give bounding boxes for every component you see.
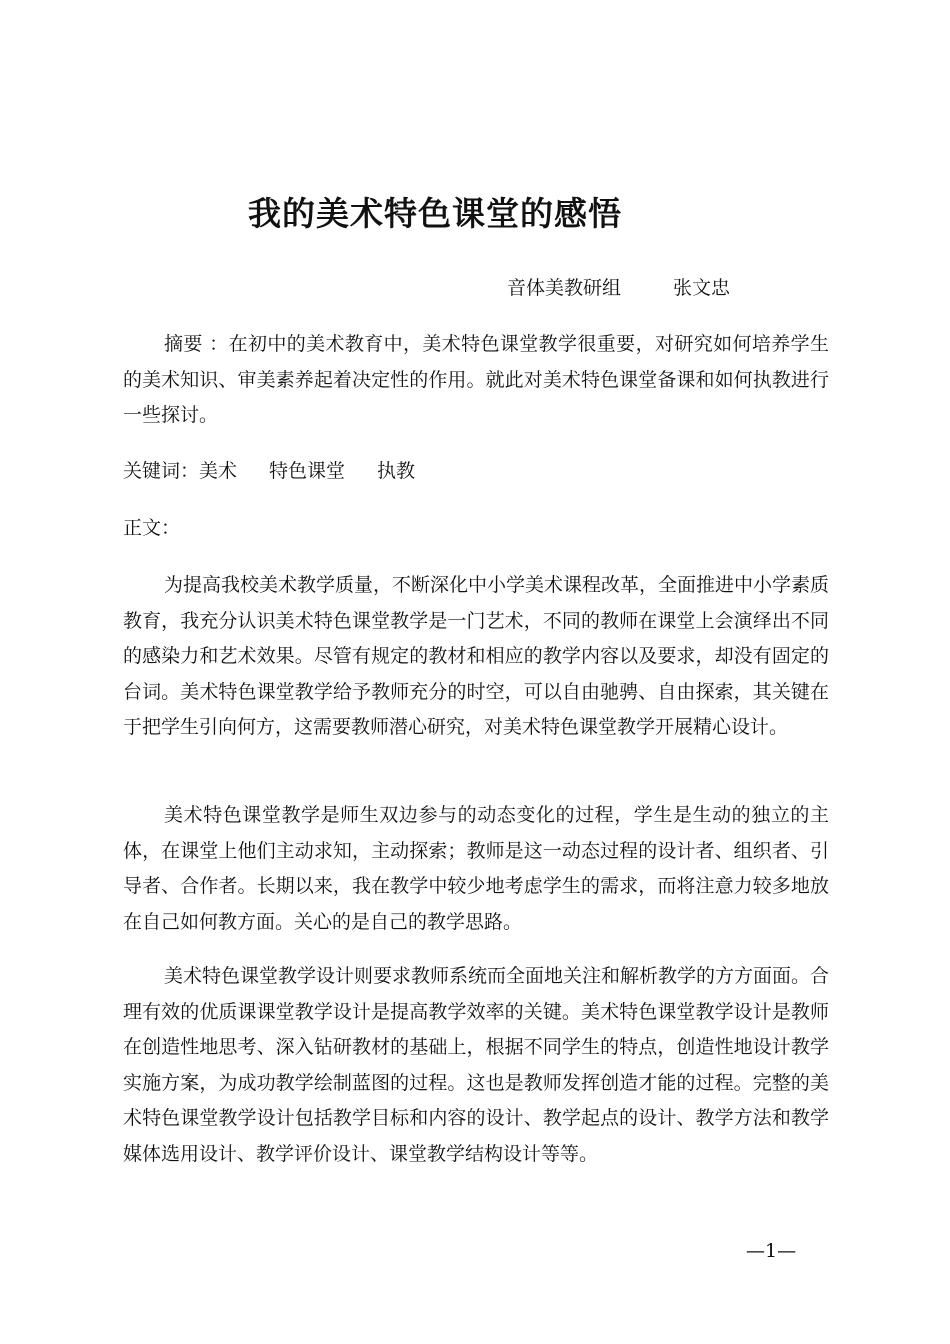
byline-author: 张文忠	[673, 277, 731, 299]
abstract-paragraph: 摘要 ：在初中的美术教育中，美术特色课堂教学很重要，对研究如何培养学生的美术知识、审美素养起着决定性的作用。就此对美术特色课堂备课和如何执教进行一些探讨。	[123, 333, 829, 426]
keywords-label: 关键词：	[123, 460, 200, 482]
byline-group: 音体美教研组	[507, 277, 622, 299]
page-number: —1—	[746, 1240, 797, 1262]
document-title: 我的美术特色课堂的感悟	[248, 194, 622, 233]
keyword-item: 执教	[377, 460, 416, 482]
body-paragraph: 美术特色课堂教学设计则要求教师系统而全面地关注和解析教学的方方面面。合理有效的优质课课堂教学设计是提高教学效率的关键。美术特色课堂教学设计是教师在创造性地思考、深入钻研教材的基础上，根据不同学生的特点，创造性地设计教学实施方案，为成功教学绘制蓝图的过程。这也是教师发挥创造才能的过程。完整的美术特色课堂教学设计包括教学目标和内容的设计、教学起点的设计、教学方法和教学媒体选用设计、教学评价设计、课堂教学结构设计等等。	[123, 965, 830, 1165]
keyword-item: 美术	[199, 460, 238, 482]
byline	[507, 275, 730, 301]
body-paragraph: 美术特色课堂教学是师生双边参与的动态变化的过程，学生是生动的独立的主体，在课堂上他们主动求知，主动探索；教师是这一动态过程的设计者、组织者、引导者、合作者。长期以来，我在教学中较少地考虑学生的需求，而将注意力较多地放在自己如何教方面。关心的是自己的教学思路。	[123, 804, 829, 933]
keywords-line	[123, 454, 829, 490]
body-label: 正文：	[123, 517, 181, 539]
body-paragraph: 为提高我校美术教学质量，不断深化中小学美术课程改革，全面推进中小学素质教育，我充分认识美术特色课堂教学是一门艺术，不同的教师在课堂上会演绎出不同的感染力和艺术效果。尽管有规定的教材和相应的教学内容以及要求，却没有固定的台词。美术特色课堂教学给予教师充分的时空，可以自由驰骋、自由探索，其关键在于把学生引向何方，这需要教师潜心研究，对美术特色课堂教学开展精心设计。	[123, 574, 830, 738]
keyword-item: 特色课堂	[269, 460, 346, 482]
